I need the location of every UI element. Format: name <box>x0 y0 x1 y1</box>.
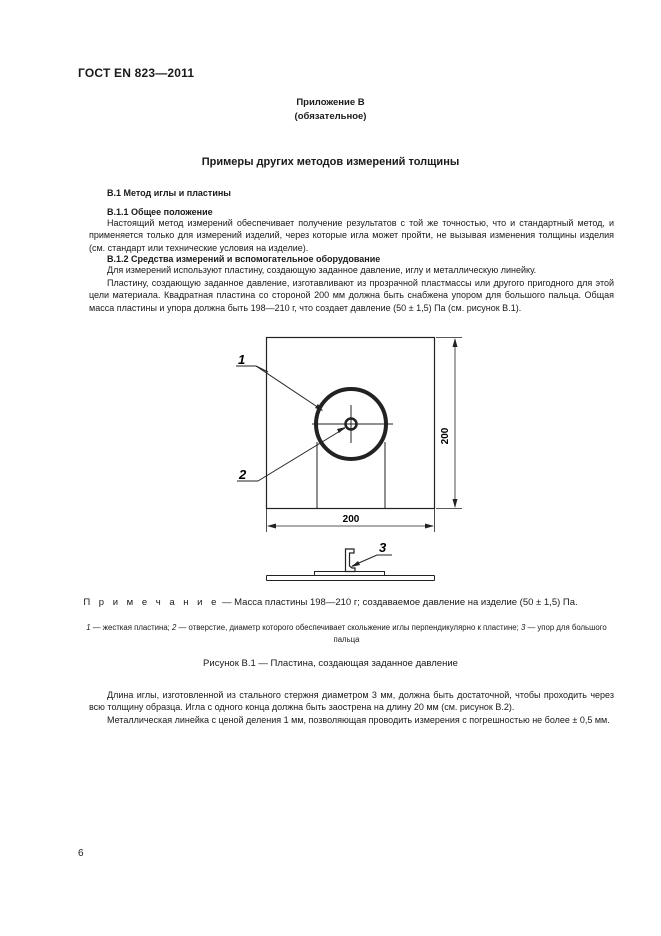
ruler-paragraph-content: Металлическая линейка с ценой деления 1 мм, позволяющая проводить измерения с погрешностью не более ± 0,5 мм. <box>107 715 610 725</box>
width-arrow-right <box>425 524 434 529</box>
annex-title: Приложение В <box>296 97 365 108</box>
note-text: — Масса пластины 198—210 г; создаваемое давление на изделие (50 ± 1,5) Па. <box>219 597 578 608</box>
height-arrow-bottom <box>453 499 458 508</box>
section-b11-text-content: Настоящий метод измерений обеспечивает получение результатов с той же точностью, что и стандартный метод, и применяется только для измерений изделий, через которые игла может пройти, не вызывая изменения толщины изделия (см. стандарт или технические условия на изделие). <box>89 218 614 253</box>
page-title: Примеры других методов измерений толщины <box>201 156 460 168</box>
height-arrow-top <box>453 338 458 347</box>
standard-header: ГОСТ EN 823—2011 <box>78 66 195 80</box>
section-b12-paragraph-2-content: Пластину, создающую заданное давление, изготавливают из прозрачной пластмассы или другого пригодного для этой цели материала. Квадратная пластина со стороной 200 мм должна быть снабжена упором для большого пальца. Общая масса пластины и упора должна быть 198—210 г, что создает давление (50 ± 1,5) Па (см. рисунок В.1). <box>89 278 614 313</box>
ruler-paragraph <box>89 714 614 726</box>
figure-legend <box>78 622 615 646</box>
height-dim-label: 200 <box>440 427 451 445</box>
needle-paragraph <box>89 689 614 714</box>
section-b12-heading: В.1.2 Средства измерений и вспомогательное оборудование <box>107 254 381 264</box>
width-dim-label: 200 <box>342 514 360 525</box>
figure-caption: Рисунок В.1 — Пластина, создающая заданное давление <box>203 658 458 669</box>
note-prefix: П р и м е ч а н и е <box>83 597 220 608</box>
section-b11-heading: В.1.1 Общее положение <box>107 207 213 217</box>
figure-note <box>0 597 661 608</box>
callout-label-1: 1 <box>238 352 246 367</box>
section-b12-paragraph-1-content: Для измерений используют пластину, создающую заданное давление, иглу и металлическую линейку. <box>107 265 537 275</box>
needle-paragraph-content: Длина иглы, изготовленной из стального стержня диаметром 3 мм, должна быть достаточной, чтобы проходить через всю толщину образца. Игла с одного конца должна быть заострена на длину 20 мм (см. рисунок В.2). <box>89 690 614 713</box>
legend-num-2: 2 <box>172 623 177 632</box>
legend-text-3: — упор для большого пальца <box>333 623 607 644</box>
width-arrow-left <box>267 524 276 529</box>
callout-label-2: 2 <box>239 467 247 482</box>
thumb-rest-profile <box>346 549 356 572</box>
callout-leader-1b <box>256 366 322 410</box>
callout-arrow-3 <box>351 561 360 567</box>
section-b1-heading: В.1 Метод иглы и пластины <box>107 188 231 198</box>
callout-label-3: 3 <box>379 540 387 555</box>
legend-num-3: 3 <box>520 623 526 632</box>
page-number: 6 <box>78 848 84 859</box>
legend-num-1: 1 <box>86 623 91 632</box>
legend-text-1: — жесткая пластина; <box>90 623 173 632</box>
legend-text-2: — отверстие, диаметр которого обеспечивает скольжение иглы перпендикулярно к пластине; <box>176 623 521 632</box>
annex-status: (обязательное) <box>294 111 367 122</box>
